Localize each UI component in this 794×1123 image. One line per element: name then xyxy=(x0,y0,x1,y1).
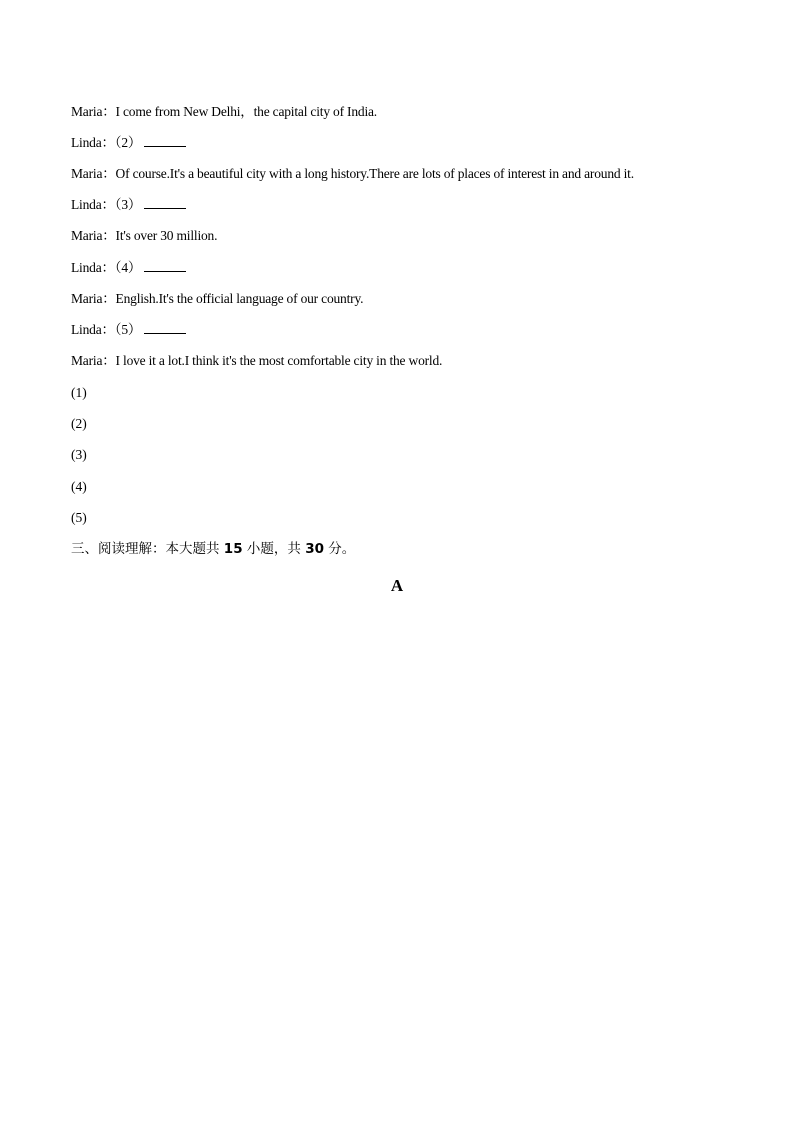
dialogue-line-5 xyxy=(71,227,217,245)
answer-blank xyxy=(144,259,186,272)
dialogue-line-6 xyxy=(71,259,186,277)
section-heading-middle: 小题，共 xyxy=(242,541,306,557)
question-number: （5） xyxy=(114,322,142,337)
dialogue-line-2 xyxy=(71,134,186,152)
answer-item-5: (5) xyxy=(71,510,87,525)
answer-blank xyxy=(144,196,186,209)
section-points: 30 xyxy=(305,541,324,557)
section-question-count: 15 xyxy=(223,541,243,557)
section-heading xyxy=(71,540,355,558)
dialogue-line-1 xyxy=(71,103,377,121)
dialogue-line-4 xyxy=(71,196,186,214)
dialogue-text: Of course.It's a beautiful city with a long history.There are lots of places of interest in and around it. xyxy=(115,166,634,181)
dialogue-line-8 xyxy=(71,321,186,339)
dialogue-text: I love it a lot.I think it's the most comfortable city in the world. xyxy=(115,353,443,368)
answer-item-1: (1) xyxy=(71,385,87,400)
dialogue-line-7 xyxy=(71,290,363,308)
speaker-label: Maria： xyxy=(71,291,116,306)
speaker-label: Linda： xyxy=(71,322,115,337)
speaker-label: Maria： xyxy=(71,104,116,119)
answer-blank xyxy=(144,321,186,334)
section-heading-suffix: 分。 xyxy=(323,541,356,557)
answer-blank xyxy=(144,134,186,147)
answer-item-3: (3) xyxy=(71,447,87,462)
speaker-label: Linda： xyxy=(71,135,115,150)
answer-item-4: (4) xyxy=(71,479,87,494)
speaker-label: Linda： xyxy=(71,260,115,275)
dialogue-line-9 xyxy=(71,352,442,370)
question-number: （4） xyxy=(114,260,142,275)
question-number: （3） xyxy=(114,197,142,212)
dialogue-text: English.It's the official language of our country. xyxy=(115,291,364,306)
speaker-label: Maria： xyxy=(71,166,116,181)
question-number: （2） xyxy=(114,135,142,150)
passage-label: A xyxy=(390,576,404,595)
answer-item-2: (2) xyxy=(71,416,87,431)
section-heading-prefix: 三、阅读理解：本大题共 xyxy=(71,541,224,557)
speaker-label: Maria： xyxy=(71,353,116,368)
dialogue-text: I come from New Delhi，the capital city of India. xyxy=(115,104,377,119)
dialogue-line-3 xyxy=(71,165,634,183)
dialogue-text: It's over 30 million. xyxy=(115,228,218,243)
speaker-label: Linda： xyxy=(71,197,115,212)
speaker-label: Maria： xyxy=(71,228,116,243)
